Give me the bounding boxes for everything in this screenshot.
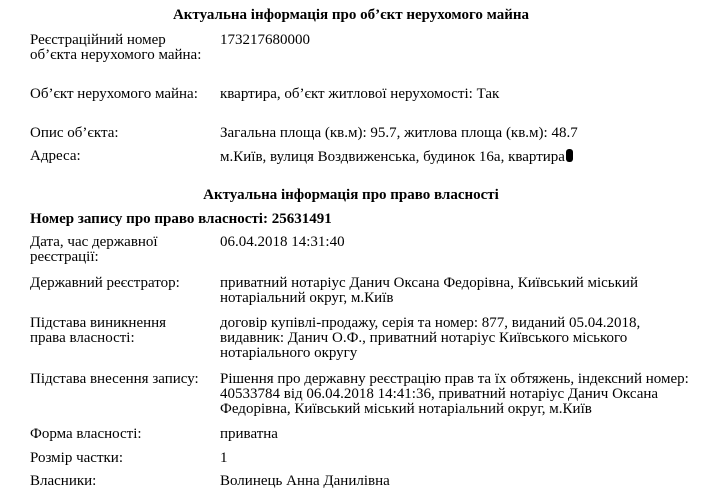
value-registration-number: 173217680000 [220, 32, 310, 48]
value-registrar: приватний нотаріус Данич Оксана Федорівна, Київський міський нотаріальний округ, м.Київ [220, 275, 638, 306]
value-object-description: Загальна площа (кв.м): 95.7, житлова площа (кв.м): 48.7 [220, 125, 578, 141]
value-object-type: квартира, об’єкт житлової нерухомості: Так [220, 86, 500, 102]
value-ownership-basis: договір купівлі-продажу, серія та номер: 877, виданий 05.04.2018, видавник: Данич О.Ф., приватний нотаріус Київського міського нотаріального округу [220, 315, 641, 361]
label-registration-number: Реєстраційний номер об’єкта нерухомого майна: [30, 32, 202, 63]
label-object-address: Адреса: [30, 148, 81, 164]
object-section-title: Актуальна інформація про об’єкт нерухомого майна [172, 7, 530, 23]
value-registration-date: 06.04.2018 14:31:40 [220, 234, 345, 250]
label-ownership-form: Форма власності: [30, 426, 142, 442]
label-object-type: Об’єкт нерухомого майна: [30, 86, 198, 102]
value-object-address [220, 149, 700, 165]
label-registration-date: Дата, час державної реєстрації: [30, 234, 158, 265]
label-share-size: Розмір частки: [30, 450, 123, 466]
label-registrar: Державний реєстратор: [30, 275, 180, 291]
label-object-description: Опис об’єкта: [30, 125, 119, 141]
label-owners: Власники: [30, 473, 97, 489]
label-ownership-basis: Підстава виникнення права власності: [30, 315, 167, 346]
value-ownership-form: приватна [220, 426, 278, 442]
address-text: м.Київ, вулиця Воздвиженська, будинок 16а, квартира [220, 149, 565, 165]
value-share-size: 1 [220, 450, 228, 466]
value-record-basis: Рішення про державну реєстрацію прав та їх обтяжень, індексний номер: 40533784 від 06.04.2018 14:41:36, приватний нотаріус Данич Оксана Федорівна, Київський міський нотаріальний округ, м.Київ [220, 371, 689, 417]
ownership-section-title: Актуальна інформація про право власності [203, 187, 499, 203]
value-owners: Волинець Анна Данилівна [220, 473, 390, 489]
ownership-record-number: Номер запису про право власності: 25631491 [30, 211, 332, 227]
redaction-mark [566, 149, 573, 162]
label-record-basis: Підстава внесення запису: [30, 371, 199, 387]
